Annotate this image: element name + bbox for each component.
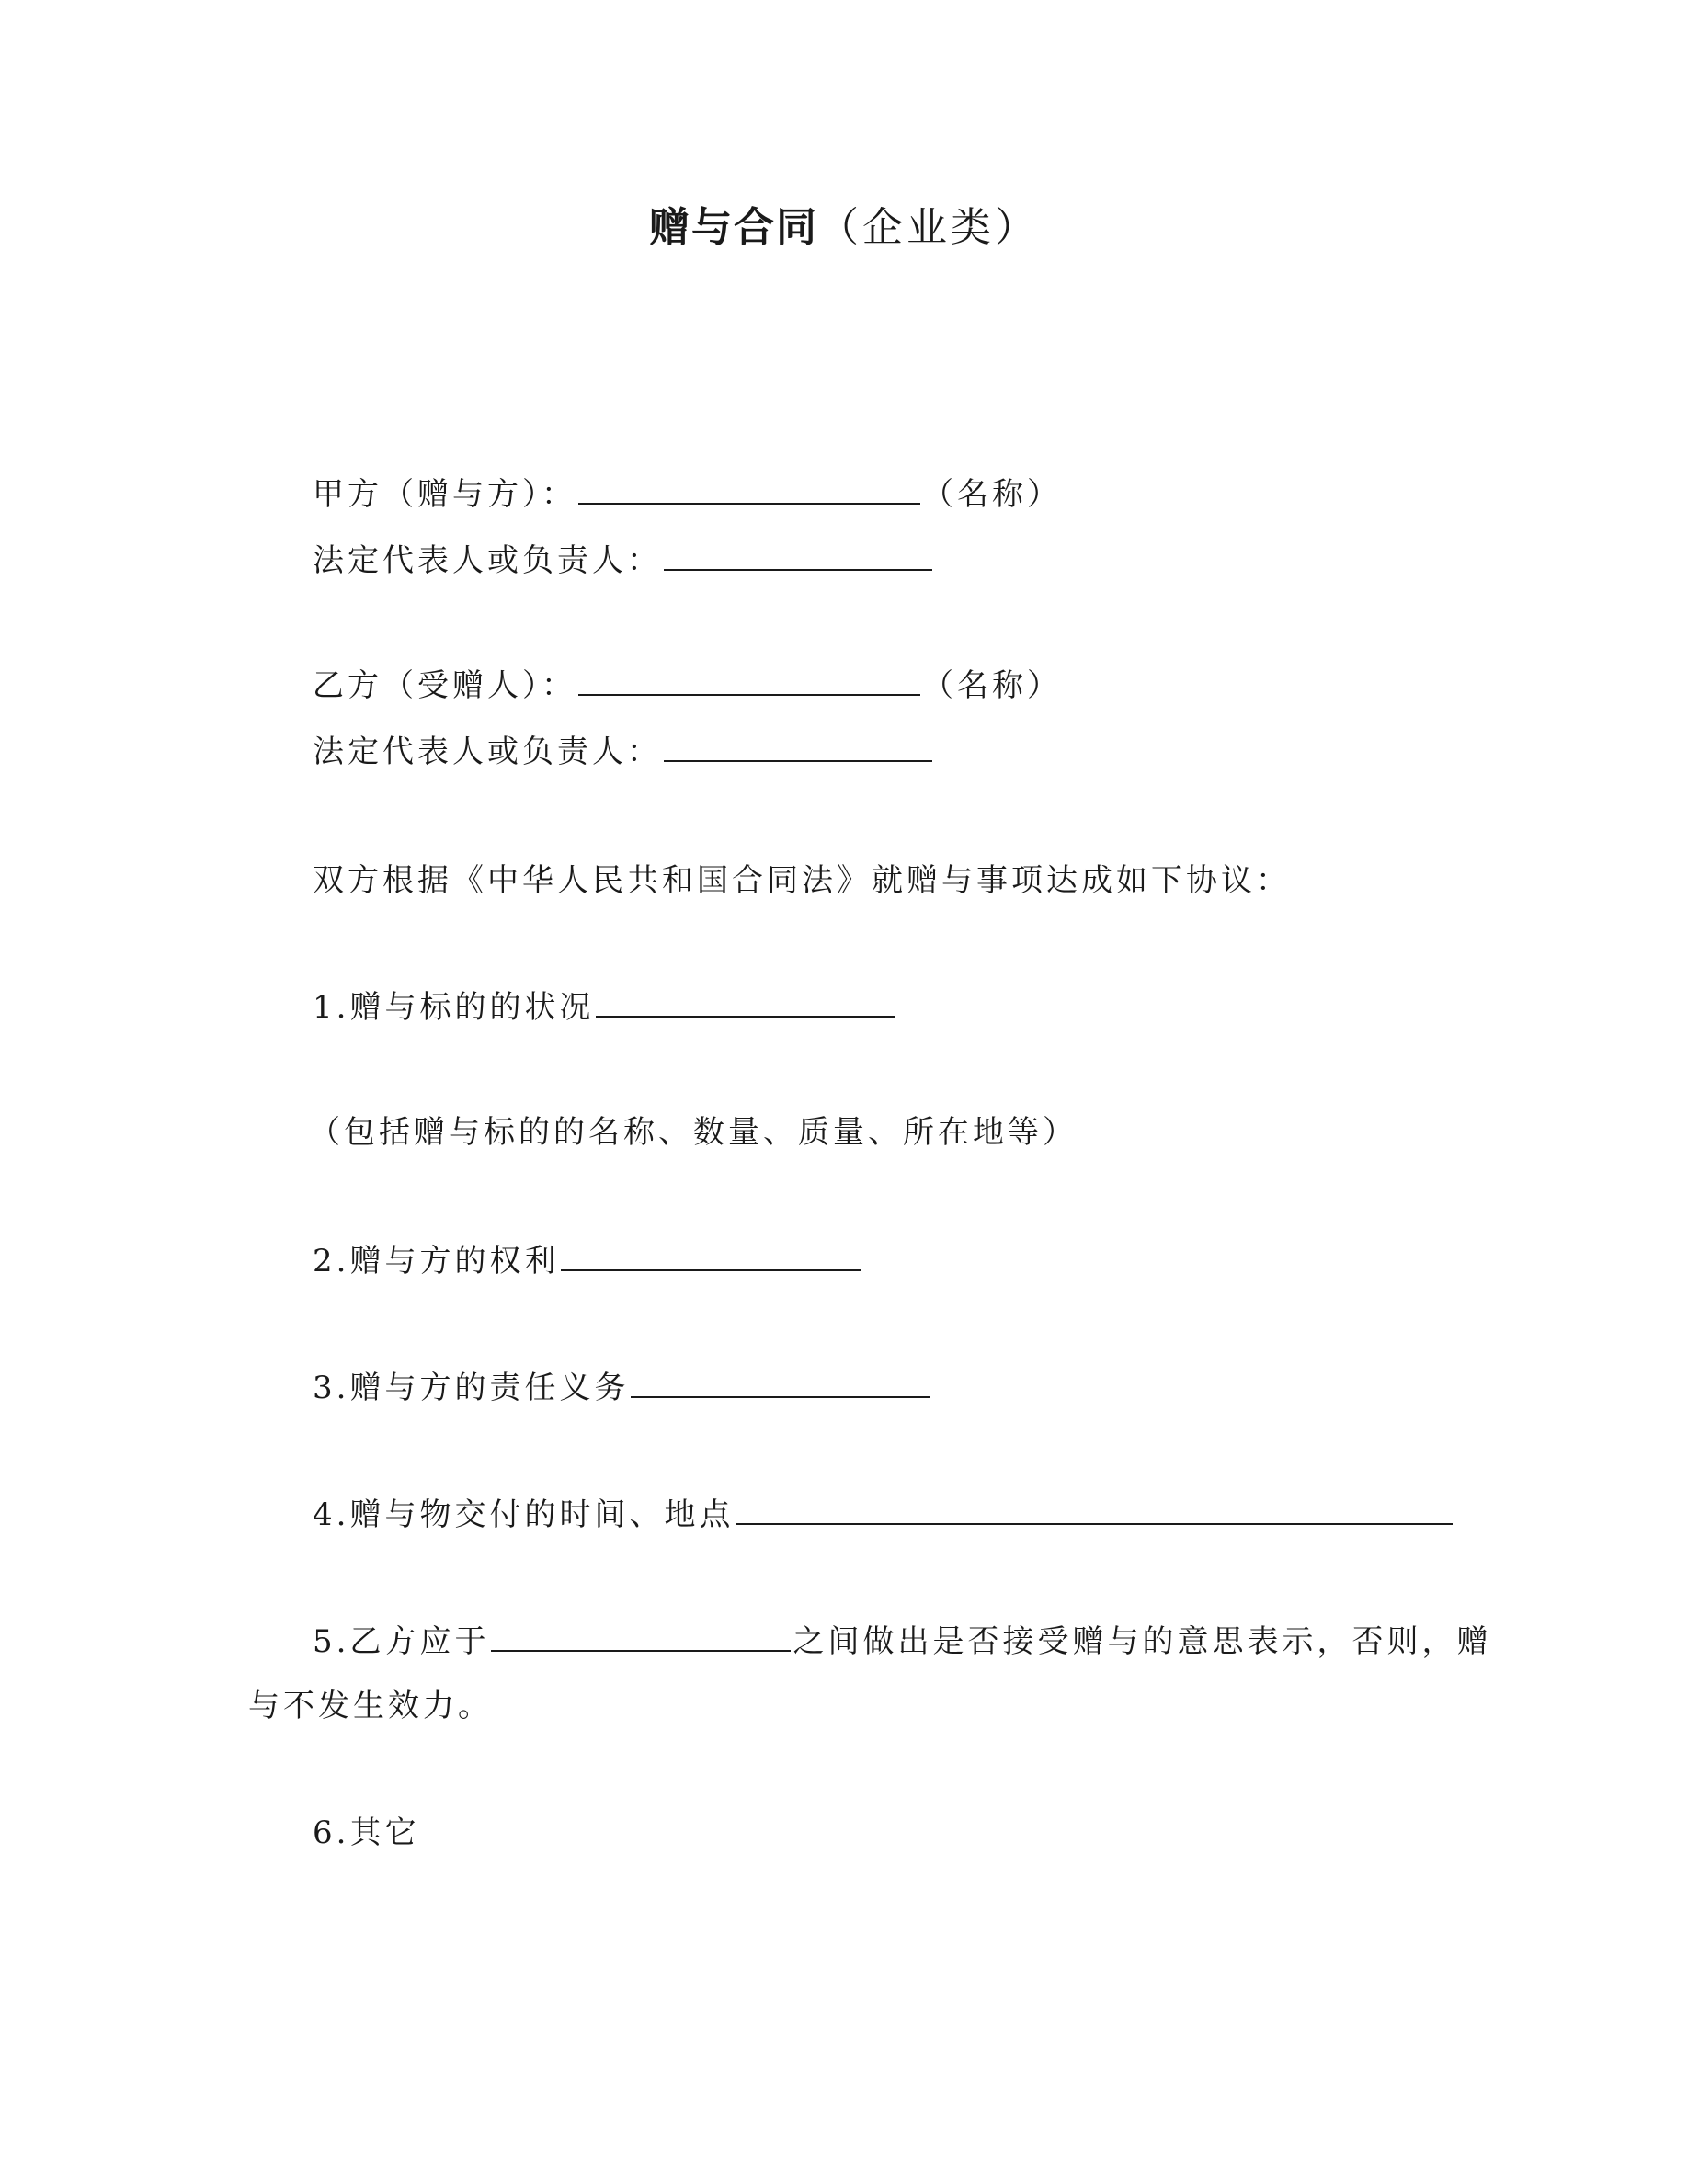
clause-3-label: 3.赠与方的责任义务 [313,1370,630,1406]
party-b-label: 乙方（受赠人）： [313,667,576,704]
party-b-rep-blank[interactable] [664,733,932,762]
clause-2-label: 2.赠与方的权利 [313,1243,560,1280]
clause-2 [313,1241,862,1281]
clause-3 [313,1368,932,1408]
party-a-name-suffix: （名称） [922,476,1062,513]
party-a-rep-line [313,540,934,581]
party-a-name-blank[interactable] [578,475,920,505]
clause-1-blank[interactable] [596,988,895,1018]
party-b-name-suffix: （名称） [922,667,1062,704]
party-b-line [313,665,1062,706]
clause-3-blank[interactable] [631,1369,930,1398]
party-a-label: 甲方（赠与方）： [313,476,576,513]
party-a-rep-label: 法定代表人或负责人： [313,542,662,579]
clause-2-blank[interactable] [561,1242,861,1271]
clause-5-before: 5.乙方应于 [313,1623,490,1660]
clause-5-continued: 与不发生效力。 [248,1688,493,1724]
party-b-rep-line [313,732,934,772]
clause-1-note: （包括赠与标的的名称、数量、质量、所在地等） [309,1114,1078,1151]
clause-5 [313,1621,1491,1662]
party-a-rep-blank[interactable] [664,541,932,571]
intro-paragraph: 双方根据《中华人民共和国合同法》就赠与事项达成如下协议： [313,862,1291,899]
party-b-rep-label: 法定代表人或负责人： [313,734,662,770]
clause-5-blank[interactable] [491,1622,791,1652]
clause-4 [313,1495,1454,1535]
clause-1 [313,987,897,1028]
clause-4-blank[interactable] [736,1496,1453,1525]
clause-1-label: 1.赠与标的的状况 [313,989,595,1026]
party-a-line [313,474,1062,515]
document-title [0,200,1688,256]
clause-4-label: 4.赠与物交付的时间、地点 [313,1496,735,1533]
clause-6: 6.其它 [313,1814,420,1851]
clause-5-after: 之间做出是否接受赠与的意思表示，否则，赠 [793,1623,1492,1660]
title-main: 赠与合同 [649,204,818,251]
party-b-name-blank[interactable] [578,666,920,696]
title-subtitle: （企业类） [818,204,1039,251]
